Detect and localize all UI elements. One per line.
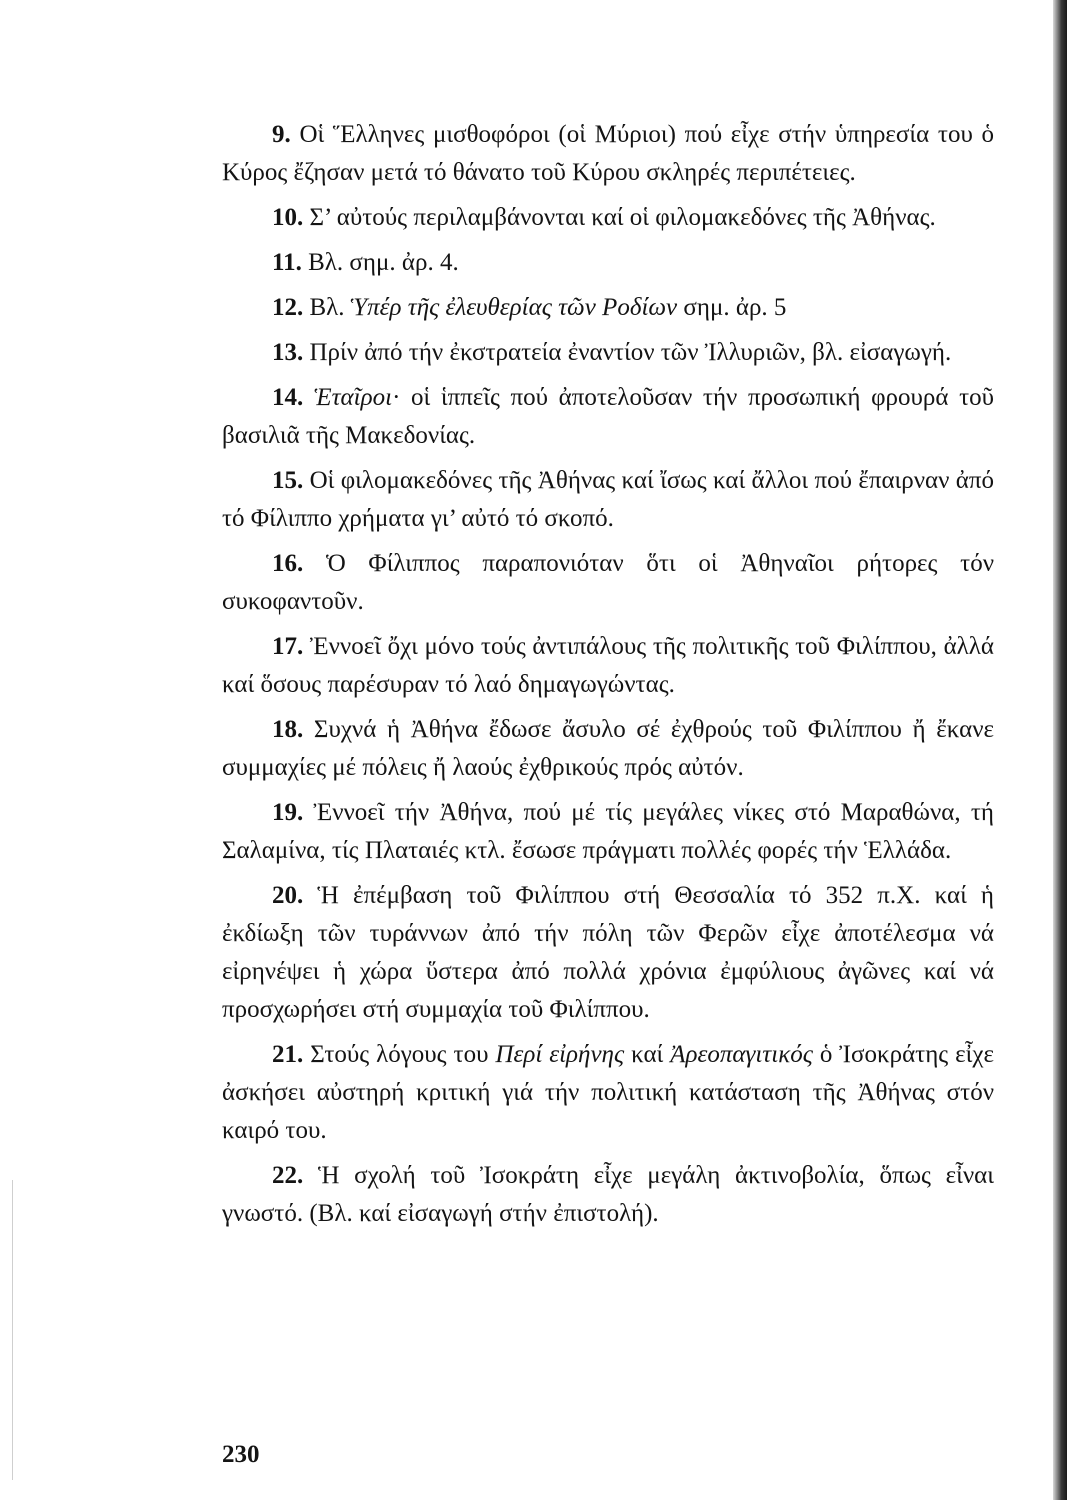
note-text: Οἱ φιλομακεδόνες τῆς Ἀθήνας καί ἴσως καί ἄλλοι πού ἔπαιρναν ἀπό τό Φίλιππο χρήματα γι’ αὐτό τό σκοπό. bbox=[222, 467, 995, 532]
note-number: 13. bbox=[272, 339, 304, 366]
note-17 bbox=[222, 628, 994, 704]
note-20 bbox=[222, 877, 994, 1029]
note-text-post: σημ. ἀρ. 5 bbox=[677, 294, 787, 321]
note-number: 12. bbox=[272, 294, 304, 321]
note-number: 15. bbox=[272, 467, 304, 494]
note-text-post: ὁ Ἰσοκράτης εἶχε ἀσκήσει αὐστηρή κριτική γιά τήν πολιτική κατάσταση τῆς Ἀθήνας στόν καιρό του. bbox=[222, 1041, 994, 1144]
note-number: 16. bbox=[272, 550, 304, 577]
note-text: Ἡ ἐπέμβαση τοῦ Φιλίππου στή Θεσσαλία τό 352 π.Χ. καί ἡ ἐκδίωξη τῶν τυράννων ἀπό τήν πόλη τῶν Φερῶν εἶχε ἀποτέλεσμα νά εἰρηνέψει ἡ χώρα ὕστερα ἀπό πολλά χρόνια ἐμφύλιους ἀγῶνες καί νά προσχωρήσει στή συμμαχία τοῦ Φιλίππου. bbox=[222, 882, 994, 1023]
note-text: Ὁ Φίλιππος παραπονιόταν ὅτι οἱ Ἀθηναῖοι ρήτορες τόν συκοφαντοῦν. bbox=[222, 550, 994, 615]
note-text-pre: Στούς λόγους του bbox=[310, 1041, 496, 1068]
note-14 bbox=[222, 379, 994, 455]
note-22 bbox=[222, 1157, 994, 1233]
note-work-title-2: Ἀρεοπαγιτικός bbox=[670, 1041, 813, 1068]
note-text-pre: Βλ. bbox=[309, 294, 351, 321]
note-text: Ἐννοεῖ τήν Ἀθήνα, πού μέ τίς μεγάλες νίκες στό Μαραθώνα, τή Σαλαμίνα, τίς Πλαταιές κτλ. ἔσωσε πράγματι πολλές φορές τήν Ἑλλάδα. bbox=[222, 799, 994, 864]
note-text-post: · οἱ ἱππεῖς πού ἀποτελοῦσαν τήν προσωπική φρουρά τοῦ βασιλιᾶ τῆς Μακεδονίας. bbox=[222, 384, 995, 449]
note-text: Βλ. σημ. ἀρ. 4. bbox=[308, 249, 459, 276]
note-number: 19. bbox=[272, 799, 304, 826]
note-number: 10. bbox=[272, 204, 304, 231]
note-text: Πρίν ἀπό τήν ἐκστρατεία ἐναντίον τῶν Ἰλλυριῶν, βλ. εἰσαγωγή. bbox=[309, 339, 952, 366]
note-12 bbox=[222, 289, 994, 327]
note-15 bbox=[222, 462, 994, 538]
note-13 bbox=[222, 334, 994, 372]
note-number: 18. bbox=[272, 716, 304, 743]
note-work-title: Περί εἰρήνης bbox=[495, 1041, 625, 1068]
note-text: Ἡ σχολή τοῦ Ἰσοκράτη εἶχε μεγάλη ἀκτινοβολία, ὅπως εἶναι γνωστό. (Βλ. καί εἰσαγωγή στήν ἐπιστολή). bbox=[222, 1162, 994, 1227]
note-work-title: Ὑπέρ τῆς ἐλευθερίας τῶν Ροδίων bbox=[350, 294, 678, 321]
note-number: 17. bbox=[272, 633, 304, 660]
page-edge-line bbox=[12, 1180, 13, 1480]
note-9 bbox=[222, 116, 994, 192]
note-10 bbox=[222, 199, 994, 237]
note-21 bbox=[222, 1036, 994, 1150]
note-text-mid: καί bbox=[624, 1041, 671, 1068]
note-text: Οἱ Ἕλληνες μισθοφόροι (οἱ Μύριοι) πού εἶχε στήν ὑπηρεσία του ὁ Κύρος ἔζησαν μετά τό θάνατο τοῦ Κύρου σκληρές περιπέτειες. bbox=[222, 121, 994, 186]
page-edge-shadow bbox=[1053, 0, 1067, 1500]
note-number: 9. bbox=[272, 121, 291, 148]
endnotes-list bbox=[222, 116, 994, 1240]
note-number: 20. bbox=[272, 882, 304, 909]
note-18 bbox=[222, 711, 994, 787]
note-19 bbox=[222, 794, 994, 870]
note-text: Συχνά ἡ Ἀθήνα ἔδωσε ἄσυλο σέ ἐχθρούς τοῦ Φιλίππου ἤ ἔκανε συμμαχίες μέ πόλεις ἤ λαούς ἐχθρικούς πρός αὐτόν. bbox=[222, 716, 995, 781]
note-11 bbox=[222, 244, 994, 282]
note-16 bbox=[222, 545, 994, 621]
note-number: 14. bbox=[272, 384, 304, 411]
note-number: 22. bbox=[272, 1162, 304, 1189]
page-number: 230 bbox=[222, 1441, 260, 1468]
note-text: Σ’ αὐτούς περιλαμβάνονται καί οἱ φιλομακεδόνες τῆς Ἀθήνας. bbox=[309, 204, 936, 231]
note-number: 11. bbox=[272, 249, 302, 276]
note-number: 21. bbox=[272, 1041, 304, 1068]
note-text: Ἐννοεῖ ὄχι μόνο τούς ἀντιπάλους τῆς πολιτικῆς τοῦ Φιλίππου, ἀλλά καί ὅσους παρέσυραν τό λαό δημαγωγώντας. bbox=[222, 633, 995, 698]
note-term: Ἑταῖροι bbox=[313, 384, 393, 411]
